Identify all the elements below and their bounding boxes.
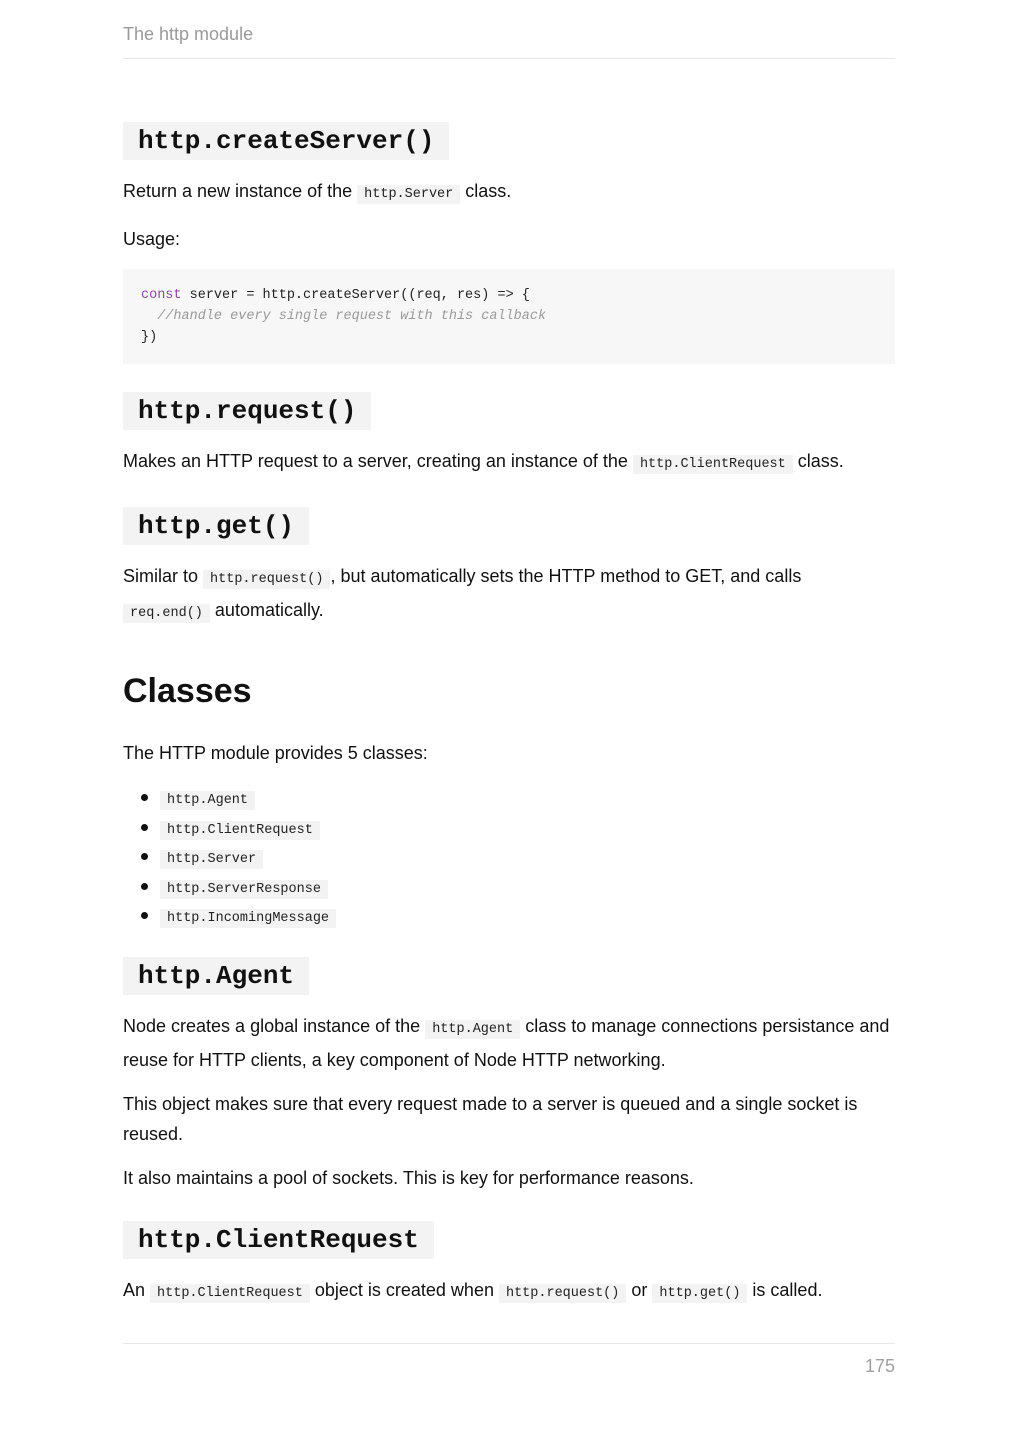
code-line-1: server = http.createServer((req, res) => {	[181, 288, 530, 303]
inline-code: http.request()	[499, 1284, 626, 1303]
text: Node creates a global instance of the	[123, 1015, 426, 1036]
code-keyword: const	[141, 288, 182, 303]
inline-code: http.Server	[160, 850, 263, 869]
create-server-description	[123, 176, 895, 210]
inline-code: http.ClientRequest	[633, 455, 793, 474]
footer-divider	[123, 1343, 895, 1344]
heading-classes: Classes	[123, 672, 252, 710]
document-page	[123, 0, 895, 1440]
list-item	[160, 873, 895, 903]
inline-code: http.request()	[203, 570, 330, 589]
request-description	[123, 446, 895, 480]
client-request-description	[123, 1275, 895, 1309]
inline-code: http.ClientRequest	[160, 821, 320, 840]
text: An	[123, 1279, 151, 1300]
text: class to manage connections persistance and reuse for HTTP clients, a key component of Node HTTP networking.	[123, 1015, 890, 1070]
agent-description-2: This object makes sure that every request made to a server is queued and a single socket is reused.	[123, 1093, 858, 1144]
heading-agent: http.Agent	[123, 957, 309, 995]
text: class.	[792, 451, 844, 471]
running-header: The http module	[123, 24, 254, 44]
list-item	[160, 843, 895, 873]
agent-description-1	[123, 1011, 895, 1075]
heading-request: http.request()	[123, 392, 371, 430]
inline-code: http.get()	[652, 1284, 747, 1303]
heading-create-server: http.createServer()	[123, 122, 449, 160]
text: object is created when	[309, 1279, 499, 1300]
text: is called.	[747, 1279, 823, 1300]
get-description	[123, 561, 895, 629]
header-divider	[123, 58, 895, 59]
text: class.	[460, 181, 512, 201]
list-item	[160, 814, 895, 844]
text: Return a new instance of the	[123, 181, 358, 201]
inline-code: http.ServerResponse	[160, 880, 328, 899]
page-number: 175	[864, 1356, 895, 1376]
text: Similar to	[123, 566, 204, 586]
text: or	[626, 1279, 653, 1300]
classes-intro: The HTTP module provides 5 classes:	[123, 743, 428, 763]
text: , but automatically sets the HTTP method to GET, and calls	[330, 566, 802, 586]
inline-code: http.Agent	[425, 1020, 520, 1039]
inline-code: req.end()	[123, 604, 210, 623]
heading-get: http.get()	[123, 507, 309, 545]
usage-label: Usage:	[123, 229, 181, 249]
code-comment: //handle every single request with this callback	[141, 309, 547, 324]
heading-client-request: http.ClientRequest	[123, 1221, 434, 1259]
code-block	[123, 269, 895, 364]
text: Makes an HTTP request to a server, creating an instance of the	[123, 451, 633, 471]
inline-code: http.IncomingMessage	[160, 909, 336, 928]
text: automatically.	[209, 600, 324, 620]
agent-description-3: It also maintains a pool of sockets. This is key for performance reasons.	[123, 1167, 694, 1188]
list-item	[160, 902, 895, 932]
inline-code: http.ClientRequest	[150, 1284, 310, 1303]
list-item	[160, 784, 895, 814]
classes-list	[123, 784, 895, 932]
code-line-3: })	[141, 330, 158, 345]
inline-code: http.Agent	[160, 791, 255, 810]
inline-code: http.Server	[357, 185, 460, 204]
page-content	[123, 122, 895, 1309]
